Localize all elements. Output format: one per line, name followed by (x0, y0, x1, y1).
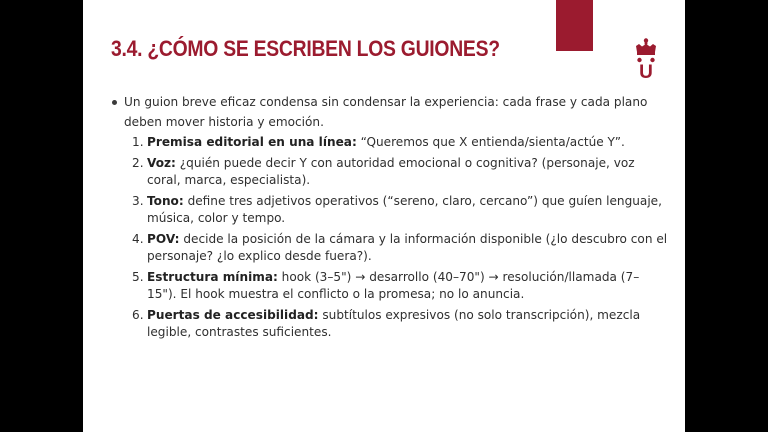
item-text: “Queremos que X entienda/sienta/actúe Y”. (356, 135, 625, 149)
item-label: Premisa editorial en una línea: (147, 135, 357, 149)
item-number: 1. (132, 135, 144, 149)
university-logo (633, 38, 659, 78)
list-item (108, 155, 668, 190)
item-text: decide la posición de la cámara y la información disponible (¿lo descubro con el personaje? ¿lo explico desde fuera?). (147, 231, 668, 263)
item-label: Puertas de accesibilidad: (147, 307, 319, 322)
steps-list (108, 134, 668, 342)
item-label: POV: (147, 231, 180, 246)
slide (83, 0, 685, 432)
slide-title: 3.4. ¿CÓMO SE ESCRIBEN LOS GUIONES? (111, 36, 500, 61)
item-text: ¿quién puede decir Y con autoridad emocional o cognitiva? (personaje, voz coral, marca, especialista). (147, 155, 635, 187)
list-item (108, 231, 668, 266)
item-number: 3. (132, 193, 144, 208)
item-text: hook (3–5") → desarrollo (40–70") → resolución/llamada (7–15"). El hook muestra el conflicto o la promesa; no lo anuncia. (147, 269, 640, 301)
list-item (108, 193, 668, 228)
intro-text: Un guion breve eficaz condensa sin condensar la experiencia: cada frase y cada plano deben mover historia y emoción. (124, 95, 648, 129)
bullet-dot (112, 100, 117, 105)
item-text: subtítulos expresivos (no solo transcripción), mezcla legible, contrastes suficientes. (147, 307, 641, 339)
item-label: Estructura mínima: (147, 269, 278, 284)
item-number: 2. (132, 155, 144, 170)
list-item (108, 269, 668, 304)
logo-letter: U (639, 62, 653, 78)
item-label: Tono: (147, 193, 184, 208)
item-number: 6. (132, 307, 144, 322)
item-text: define tres adjetivos operativos (“sereno, claro, cercano”) que guíen lenguaje, música, color y tempo. (147, 193, 662, 225)
item-number: 4. (132, 231, 144, 246)
item-number: 5. (132, 269, 144, 284)
slide-content (108, 93, 668, 345)
list-item (108, 134, 668, 152)
ribbon-decoration (556, 0, 593, 51)
list-item (108, 307, 668, 342)
intro-bullet (108, 93, 668, 132)
item-label: Voz: (147, 155, 176, 170)
